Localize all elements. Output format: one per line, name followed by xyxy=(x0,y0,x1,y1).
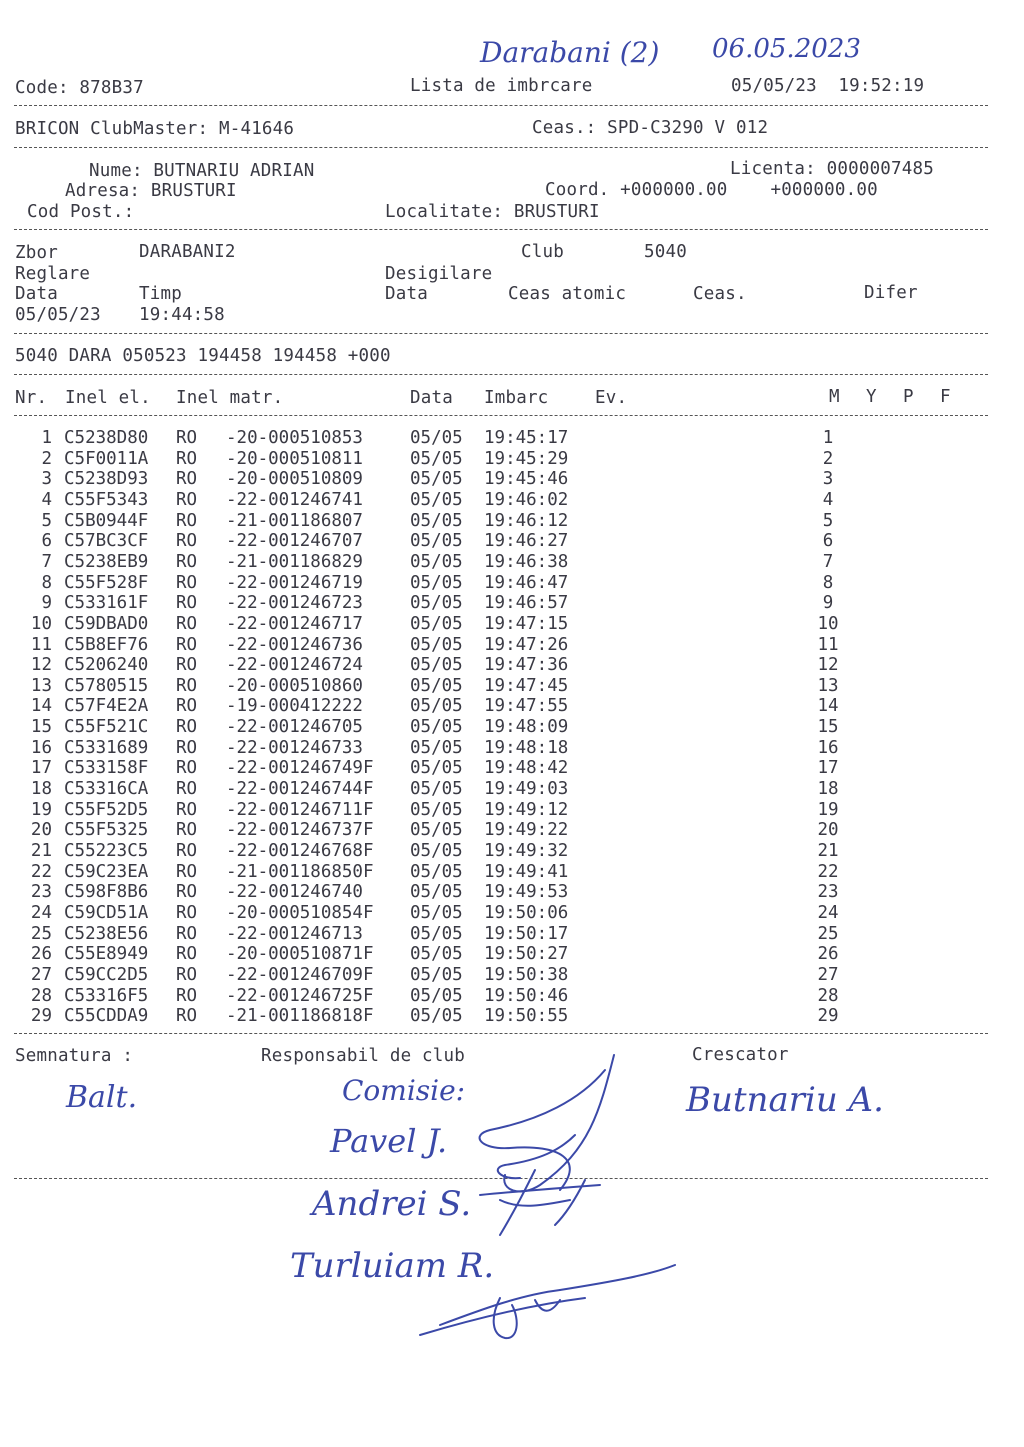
country-code: RO xyxy=(176,758,198,779)
club-value: 5040 xyxy=(644,242,687,262)
column-m-value: 10 xyxy=(817,613,839,634)
country-code: RO xyxy=(176,469,198,490)
divider xyxy=(14,1178,988,1179)
row-number: 3 xyxy=(41,469,52,490)
row-number: 15 xyxy=(30,717,52,738)
document-title: Lista de imbrcare xyxy=(410,76,593,96)
ring-number: -22-001246768F xyxy=(226,841,374,861)
divider xyxy=(14,229,988,230)
electronic-ring: C5F0011A xyxy=(64,448,149,469)
reglare-time: 19:44:58 xyxy=(139,305,225,325)
col-data: Data xyxy=(410,388,453,408)
boarding-time: 19:50:38 xyxy=(484,964,569,985)
row-number: 1 xyxy=(41,428,52,448)
table-row xyxy=(0,696,1024,717)
row-number: 22 xyxy=(30,861,52,882)
ring-number: -22-001246725F xyxy=(226,985,374,1006)
entry-date: 05/05 xyxy=(410,634,463,655)
column-m-value: 28 xyxy=(817,985,839,1006)
row-number: 24 xyxy=(30,902,52,923)
entry-date: 05/05 xyxy=(410,428,463,448)
row-number: 6 xyxy=(41,531,52,552)
country-code: RO xyxy=(176,551,198,572)
table-row xyxy=(0,924,1024,945)
entry-date: 05/05 xyxy=(410,758,463,779)
boarding-time: 19:50:55 xyxy=(484,1006,569,1027)
divider xyxy=(14,1033,988,1034)
code-label: Code: 878B37 xyxy=(15,78,144,98)
country-code: RO xyxy=(176,675,198,696)
ring-number: -22-001246705 xyxy=(226,717,363,738)
electronic-ring: C5B0944F xyxy=(64,510,149,531)
owner-name: Nume: BUTNARIU ADRIAN xyxy=(89,161,315,181)
table-row xyxy=(0,800,1024,821)
country-code: RO xyxy=(176,489,198,510)
row-number: 10 xyxy=(30,613,52,634)
col-ev: Ev. xyxy=(595,388,628,408)
column-m-value: 3 xyxy=(822,469,834,490)
ring-number: -20-000510860 xyxy=(226,675,363,696)
entry-date: 05/05 xyxy=(410,944,463,965)
boarding-time: 19:50:27 xyxy=(484,944,569,965)
divider xyxy=(14,415,988,416)
boarding-time: 19:45:46 xyxy=(484,469,569,490)
entry-date: 05/05 xyxy=(410,737,463,758)
country-code: RO xyxy=(176,510,198,531)
entry-date: 05/05 xyxy=(410,613,463,634)
col-m: M xyxy=(829,387,840,407)
boarding-time: 19:49:12 xyxy=(484,799,569,820)
entry-date: 05/05 xyxy=(410,799,463,820)
column-m-value: 18 xyxy=(817,779,839,800)
clubmaster-id: BRICON ClubMaster: M-41646 xyxy=(15,119,295,139)
electronic-ring: C59CD51A xyxy=(64,902,149,923)
country-code: RO xyxy=(176,448,198,469)
ring-number: -22-001246740 xyxy=(226,882,363,903)
boarding-time: 19:46:47 xyxy=(484,572,569,593)
entry-date: 05/05 xyxy=(410,572,463,593)
column-m-value: 26 xyxy=(817,944,839,965)
ring-number: -22-001246711F xyxy=(226,799,374,820)
electronic-ring: C55F52D5 xyxy=(64,799,149,820)
boarding-time: 19:47:15 xyxy=(484,613,569,634)
boarding-time: 19:48:18 xyxy=(484,737,569,758)
table-row xyxy=(0,428,1024,449)
boarding-time: 19:47:26 xyxy=(484,634,569,655)
boarding-time: 19:46:57 xyxy=(484,593,569,614)
ring-number: -22-001246723 xyxy=(226,593,363,614)
column-m-value: 29 xyxy=(817,1006,839,1027)
table-row xyxy=(0,717,1024,738)
boarding-time: 19:47:36 xyxy=(484,655,569,676)
divider xyxy=(14,333,988,334)
breeder-signature: Butnariu A. xyxy=(686,1080,884,1120)
table-row xyxy=(0,841,1024,862)
boarding-time: 19:46:38 xyxy=(484,551,569,572)
reglare-label: Reglare xyxy=(15,264,91,284)
table-row xyxy=(0,676,1024,697)
column-m-value: 2 xyxy=(822,448,834,469)
entry-date: 05/05 xyxy=(410,882,463,903)
ring-number: -22-001246744F xyxy=(226,779,374,800)
ring-number: -21-001186818F xyxy=(226,1006,374,1027)
ring-number: -22-001246707 xyxy=(226,531,363,552)
table-row xyxy=(0,593,1024,614)
row-number: 8 xyxy=(41,572,52,593)
entry-date: 05/05 xyxy=(410,985,463,1006)
electronic-ring: C5780515 xyxy=(64,675,149,696)
table-row xyxy=(0,820,1024,841)
electronic-ring: C55223C5 xyxy=(64,841,149,861)
col-p: P xyxy=(903,387,914,407)
handwritten-date: 06.05.2023 xyxy=(712,34,861,64)
breeder-label: Crescator xyxy=(692,1045,789,1065)
boarding-time: 19:49:03 xyxy=(484,779,569,800)
owner-postcode: Cod Post.: xyxy=(27,202,135,222)
boarding-time: 19:49:53 xyxy=(484,882,569,903)
boarding-time: 19:50:17 xyxy=(484,923,569,944)
country-code: RO xyxy=(176,593,198,614)
col-y: Y xyxy=(866,387,877,407)
country-code: RO xyxy=(176,820,198,841)
signature-label: Semnatura : xyxy=(15,1046,134,1066)
column-m-value: 1 xyxy=(822,428,834,448)
country-code: RO xyxy=(176,902,198,923)
electronic-ring: C57BC3CF xyxy=(64,531,149,552)
electronic-ring: C5238D80 xyxy=(64,428,149,448)
row-number: 18 xyxy=(30,779,52,800)
table-row xyxy=(0,655,1024,676)
country-code: RO xyxy=(176,799,198,820)
entry-date: 05/05 xyxy=(410,861,463,882)
ring-number: -20-000510811 xyxy=(226,448,363,469)
country-code: RO xyxy=(176,737,198,758)
row-number: 16 xyxy=(30,737,52,758)
table-row xyxy=(0,862,1024,883)
entry-date: 05/05 xyxy=(410,923,463,944)
club-label: Club xyxy=(521,242,564,262)
clock-label: Ceas. xyxy=(693,284,747,304)
row-number: 13 xyxy=(30,675,52,696)
ring-number: -22-001246713 xyxy=(226,923,363,944)
boarding-time: 19:46:02 xyxy=(484,489,569,510)
boarding-time: 19:46:12 xyxy=(484,510,569,531)
column-m-value: 4 xyxy=(822,489,834,510)
row-number: 26 xyxy=(30,944,52,965)
table-row xyxy=(0,635,1024,656)
column-m-value: 6 xyxy=(822,531,834,552)
ring-number: -22-001246749F xyxy=(226,758,374,779)
country-code: RO xyxy=(176,944,198,965)
column-m-value: 13 xyxy=(817,675,839,696)
electronic-ring: C59CC2D5 xyxy=(64,964,149,985)
entry-date: 05/05 xyxy=(410,696,463,717)
column-m-value: 21 xyxy=(817,841,839,861)
ring-number: -19-000412222 xyxy=(226,696,363,717)
electronic-ring: C55F528F xyxy=(64,572,149,593)
difference-label: Difer xyxy=(864,283,918,303)
entry-date: 05/05 xyxy=(410,551,463,572)
row-number: 20 xyxy=(30,820,52,841)
electronic-ring: C5206240 xyxy=(64,655,149,676)
atomic-clock-label: Ceas atomic xyxy=(508,284,627,304)
column-m-value: 19 xyxy=(817,799,839,820)
ring-number: -22-001246733 xyxy=(226,737,363,758)
country-code: RO xyxy=(176,634,198,655)
electronic-ring: C533158F xyxy=(64,758,149,779)
reglare-date: 05/05/23 xyxy=(15,305,101,325)
table-row xyxy=(0,531,1024,552)
column-m-value: 14 xyxy=(817,696,839,717)
entry-date: 05/05 xyxy=(410,469,463,490)
entry-date: 05/05 xyxy=(410,531,463,552)
owner-coordinates: Coord. +000000.00 +000000.00 xyxy=(545,180,878,200)
row-number: 17 xyxy=(30,758,52,779)
boarding-time: 19:45:17 xyxy=(484,428,569,448)
country-code: RO xyxy=(176,655,198,676)
country-code: RO xyxy=(176,572,198,593)
column-m-value: 8 xyxy=(822,572,834,593)
country-code: RO xyxy=(176,696,198,717)
table-row xyxy=(0,552,1024,573)
col-inel-el: Inel el. xyxy=(65,388,151,408)
ring-number: -20-000510871F xyxy=(226,944,374,965)
col-f: F xyxy=(940,387,951,407)
desigilare-date-label: Data xyxy=(385,284,428,304)
electronic-ring: C55E8949 xyxy=(64,944,149,965)
commission-member-3: Turluiam R. xyxy=(290,1246,495,1286)
col-inel-matr: Inel matr. xyxy=(176,388,284,408)
row-number: 7 xyxy=(41,551,52,572)
table-row xyxy=(0,738,1024,759)
row-number: 23 xyxy=(30,882,52,903)
ring-number: -21-001186850F xyxy=(226,861,374,882)
electronic-ring: C55F521C xyxy=(64,717,149,738)
boarding-time: 19:48:42 xyxy=(484,758,569,779)
ring-number: -22-001246741 xyxy=(226,489,363,510)
electronic-ring: C55F5343 xyxy=(64,489,149,510)
column-m-value: 16 xyxy=(817,737,839,758)
column-m-value: 24 xyxy=(817,902,839,923)
entry-date: 05/05 xyxy=(410,717,463,738)
column-m-value: 7 xyxy=(822,551,834,572)
electronic-ring: C57F4E2A xyxy=(64,696,149,717)
table-row xyxy=(0,511,1024,532)
boarding-time: 19:50:46 xyxy=(484,985,569,1006)
row-number: 9 xyxy=(41,593,52,614)
divider xyxy=(14,105,988,106)
entry-date: 05/05 xyxy=(410,779,463,800)
table-row xyxy=(0,1006,1024,1027)
table-row xyxy=(0,882,1024,903)
column-m-value: 9 xyxy=(822,593,834,614)
entry-date: 05/05 xyxy=(410,655,463,676)
ring-number: -20-000510854F xyxy=(226,902,374,923)
boarding-time: 19:50:06 xyxy=(484,902,569,923)
country-code: RO xyxy=(176,717,198,738)
country-code: RO xyxy=(176,1006,198,1027)
column-m-value: 15 xyxy=(817,717,839,738)
entry-date: 05/05 xyxy=(410,593,463,614)
row-number: 19 xyxy=(30,799,52,820)
country-code: RO xyxy=(176,985,198,1006)
country-code: RO xyxy=(176,923,198,944)
row-number: 21 xyxy=(30,841,52,861)
electronic-ring: C5238EB9 xyxy=(64,551,149,572)
ring-number: -22-001246737F xyxy=(226,820,374,841)
country-code: RO xyxy=(176,779,198,800)
row-number: 25 xyxy=(30,923,52,944)
desigilare-label: Desigilare xyxy=(385,264,493,284)
handwritten-place: Darabani (2) xyxy=(480,36,660,69)
ring-number: -22-001246709F xyxy=(226,964,374,985)
column-m-value: 17 xyxy=(817,758,839,779)
entry-date: 05/05 xyxy=(410,964,463,985)
row-number: 2 xyxy=(41,448,52,469)
electronic-ring: C5238D93 xyxy=(64,469,149,490)
entry-date: 05/05 xyxy=(410,448,463,469)
table-row xyxy=(0,758,1024,779)
flight-label: Zbor xyxy=(15,243,58,263)
electronic-ring: C53316F5 xyxy=(64,985,149,1006)
divider xyxy=(14,147,988,148)
row-number: 11 xyxy=(30,634,52,655)
country-code: RO xyxy=(176,861,198,882)
country-code: RO xyxy=(176,613,198,634)
electronic-ring: C5B8EF76 xyxy=(64,634,149,655)
boarding-time: 19:49:22 xyxy=(484,820,569,841)
flight-value: DARABANI2 xyxy=(139,242,236,262)
row-number: 12 xyxy=(30,655,52,676)
row-number: 5 xyxy=(41,510,52,531)
row-number: 14 xyxy=(30,696,52,717)
ring-number: -22-001246724 xyxy=(226,655,363,676)
boarding-time: 19:47:45 xyxy=(484,675,569,696)
electronic-ring: C55F5325 xyxy=(64,820,149,841)
commission-member-2: Andrei S. xyxy=(312,1184,472,1224)
country-code: RO xyxy=(176,531,198,552)
entry-date: 05/05 xyxy=(410,841,463,861)
table-row xyxy=(0,986,1024,1007)
print-datetime: 05/05/23 19:52:19 xyxy=(731,76,925,96)
column-m-value: 27 xyxy=(817,964,839,985)
column-m-value: 22 xyxy=(817,861,839,882)
table-row xyxy=(0,573,1024,594)
entry-date: 05/05 xyxy=(410,489,463,510)
ring-number: -22-001246719 xyxy=(226,572,363,593)
column-m-value: 23 xyxy=(817,882,839,903)
ring-number: -22-001246736 xyxy=(226,634,363,655)
ring-number: -21-001186807 xyxy=(226,510,363,531)
owner-license: Licenta: 0000007485 xyxy=(730,159,934,179)
boarding-time: 19:48:09 xyxy=(484,717,569,738)
club-responsible-label: Responsabil de club xyxy=(261,1046,465,1066)
electronic-ring: C598F8B6 xyxy=(64,882,149,903)
entry-date: 05/05 xyxy=(410,902,463,923)
table-row xyxy=(0,449,1024,470)
row-number: 27 xyxy=(30,964,52,985)
summary-line: 5040 DARA 050523 194458 194458 +000 xyxy=(15,346,391,366)
table-row xyxy=(0,944,1024,965)
table-row xyxy=(0,614,1024,635)
country-code: RO xyxy=(176,841,198,861)
boarding-time: 19:46:27 xyxy=(484,531,569,552)
electronic-ring: C59DBAD0 xyxy=(64,613,149,634)
table-row xyxy=(0,965,1024,986)
country-code: RO xyxy=(176,882,198,903)
country-code: RO xyxy=(176,428,198,448)
country-code: RO xyxy=(176,964,198,985)
entry-date: 05/05 xyxy=(410,1006,463,1027)
electronic-ring: C533161F xyxy=(64,593,149,614)
row-number: 29 xyxy=(30,1006,52,1027)
electronic-ring: C59C23EA xyxy=(64,861,149,882)
table-row xyxy=(0,490,1024,511)
table-row xyxy=(0,469,1024,490)
row-number: 4 xyxy=(41,489,52,510)
column-m-value: 12 xyxy=(817,655,839,676)
column-m-value: 5 xyxy=(822,510,834,531)
entry-date: 05/05 xyxy=(410,510,463,531)
divider xyxy=(14,374,988,375)
electronic-ring: C53316CA xyxy=(64,779,149,800)
col-nr: Nr. xyxy=(15,388,48,408)
reglare-date-label: Data xyxy=(15,284,58,304)
clock-id: Ceas.: SPD-C3290 V 012 xyxy=(532,118,769,138)
commission-member-1: Pavel J. xyxy=(330,1122,448,1160)
column-m-value: 20 xyxy=(817,820,839,841)
electronic-ring: C55CDDA9 xyxy=(64,1006,149,1027)
column-m-value: 11 xyxy=(817,634,839,655)
table-row xyxy=(0,903,1024,924)
owner-address: Adresa: BRUSTURI xyxy=(65,181,237,201)
reglare-time-label: Timp xyxy=(139,284,182,304)
ring-number: -22-001246717 xyxy=(226,613,363,634)
boarding-time: 19:49:32 xyxy=(484,841,569,861)
row-number: 28 xyxy=(30,985,52,1006)
entry-date: 05/05 xyxy=(410,820,463,841)
ring-number: -20-000510853 xyxy=(226,428,363,448)
electronic-ring: C5331689 xyxy=(64,737,149,758)
boarding-time: 19:49:41 xyxy=(484,861,569,882)
owner-locality: Localitate: BRUSTURI xyxy=(385,202,600,222)
boarding-time: 19:47:55 xyxy=(484,696,569,717)
table-row xyxy=(0,779,1024,800)
commission-label: Comisie: xyxy=(342,1074,466,1107)
entry-date: 05/05 xyxy=(410,675,463,696)
ring-number: -20-000510809 xyxy=(226,469,363,490)
col-imbarc: Imbarc xyxy=(484,388,549,408)
signature-left: Balt. xyxy=(66,1080,138,1115)
column-m-value: 25 xyxy=(817,923,839,944)
boarding-time: 19:45:29 xyxy=(484,448,569,469)
electronic-ring: C5238E56 xyxy=(64,923,149,944)
ring-number: -21-001186829 xyxy=(226,551,363,572)
